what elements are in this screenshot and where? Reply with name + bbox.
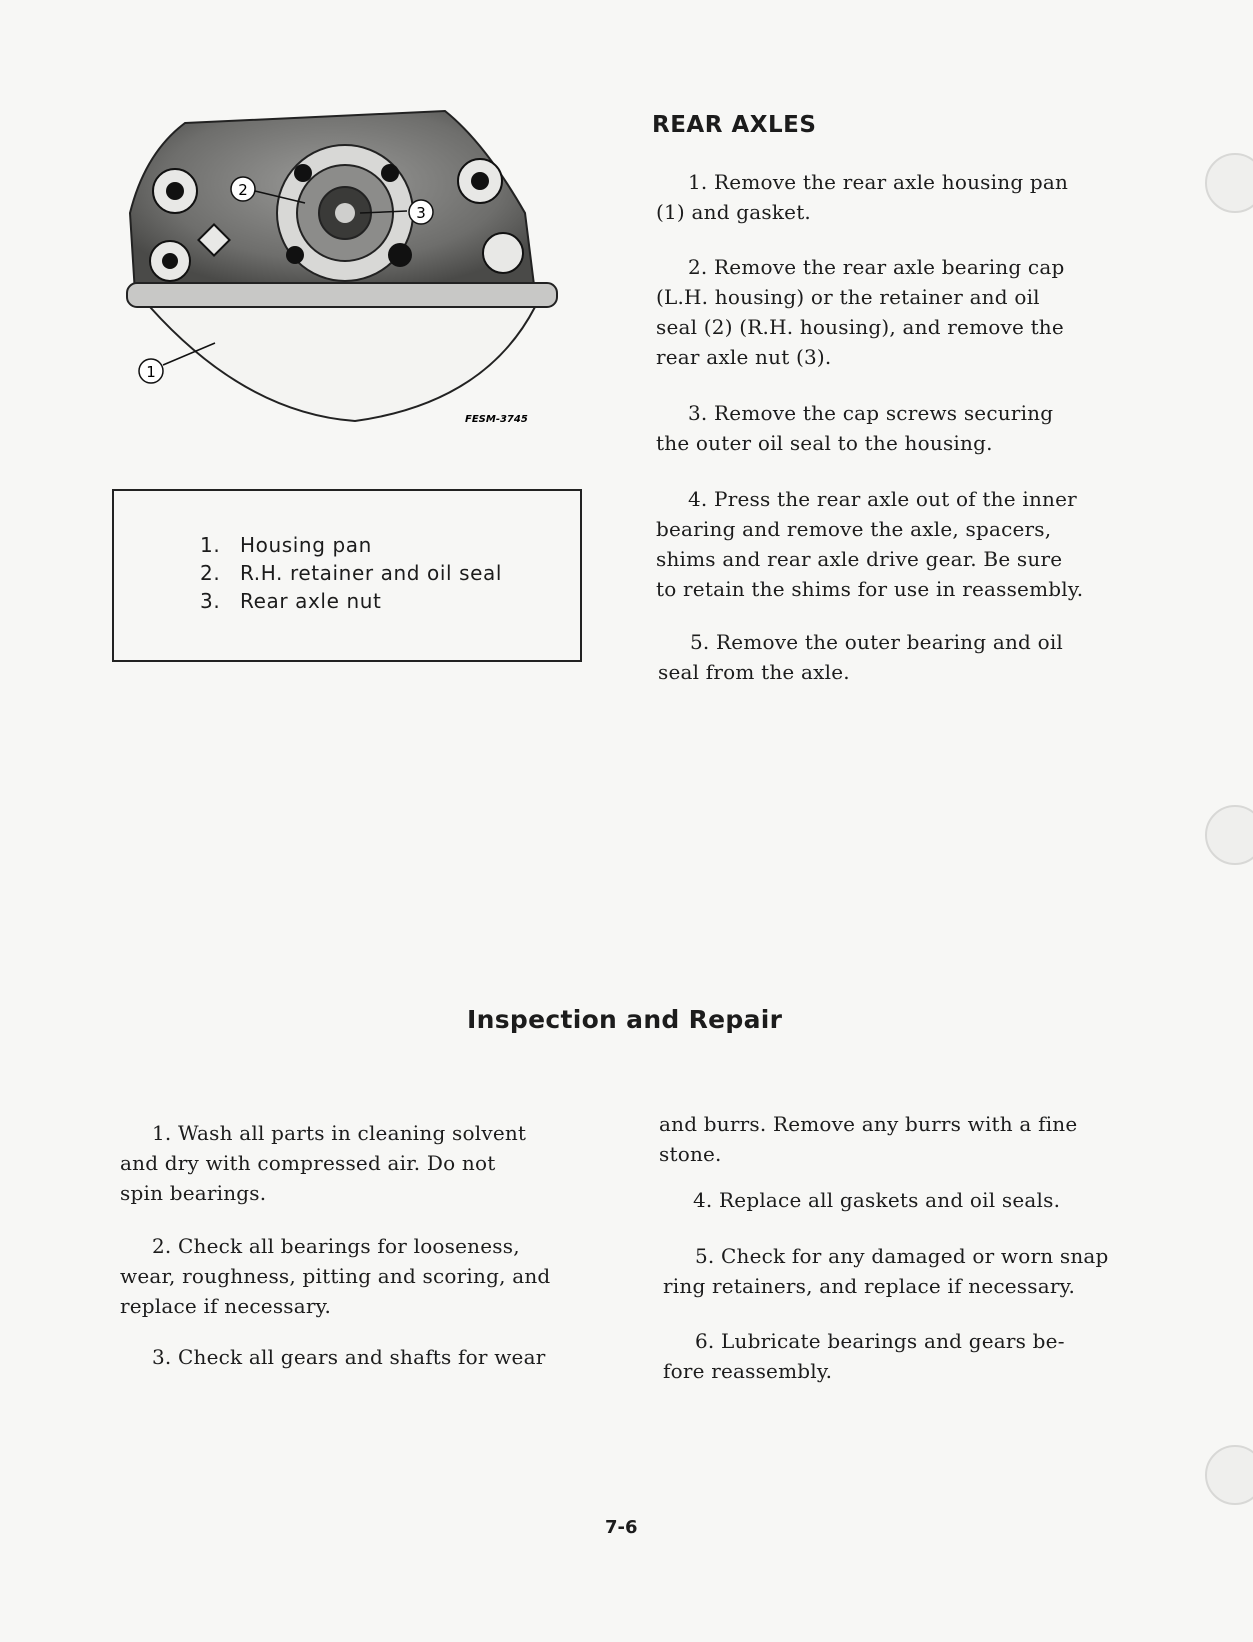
rear-axles-step-3: [656, 398, 1186, 458]
text-line: 2. Check all bearings for looseness,: [152, 1234, 520, 1258]
binder-hole: [1205, 1445, 1253, 1505]
inspection-heading: Inspection and Repair: [467, 1005, 783, 1034]
legend-item: [200, 561, 502, 585]
callout-1: [139, 359, 163, 383]
text-line: and dry with compressed air. Do not: [120, 1151, 496, 1175]
rear-axles-step-2: [656, 252, 1186, 372]
text-line: (L.H. housing) or the retainer and oil: [656, 285, 1040, 309]
text-line: wear, roughness, pitting and scoring, and: [120, 1264, 551, 1288]
legend-item: [200, 589, 381, 613]
legend-text: Rear axle nut: [240, 589, 382, 613]
rear-axles-heading: REAR AXLES: [652, 112, 817, 138]
inspection-step-3: [120, 1342, 610, 1372]
text-line: 1. Remove the rear axle housing pan: [688, 170, 1069, 194]
text-line: 4. Press the rear axle out of the inner: [688, 487, 1077, 511]
inspection-step-6: [663, 1326, 1183, 1386]
text-line: (1) and gasket.: [656, 200, 811, 224]
text-line: 2. Remove the rear axle bearing cap: [688, 255, 1065, 279]
text-line: 6. Lubricate bearings and gears be-: [695, 1329, 1065, 1353]
page-number: 7-6: [605, 1517, 638, 1538]
text-line: shims and rear axle drive gear. Be sure: [656, 547, 1063, 571]
text-line: stone.: [659, 1142, 722, 1166]
text-line: the outer oil seal to the housing.: [656, 431, 993, 455]
svg-text:1: 1: [146, 363, 156, 381]
rear-axles-step-1: [656, 167, 1176, 227]
text-line: 5. Remove the outer bearing and oil: [690, 630, 1064, 654]
legend-number: 2.: [200, 561, 221, 585]
callout-2: [231, 177, 255, 201]
inspection-step-4: [659, 1185, 1179, 1215]
binder-hole: [1205, 805, 1253, 865]
text-line: fore reassembly.: [663, 1359, 833, 1383]
text-line: bearing and remove the axle, spacers,: [656, 517, 1052, 541]
text-line: rear axle nut (3).: [656, 345, 832, 369]
axle-housing-figure: [125, 103, 575, 433]
legend-number: 1.: [200, 533, 221, 557]
rear-axles-step-4: [656, 484, 1196, 604]
legend-text: Housing pan: [240, 533, 372, 557]
axle-housing-illustration: [125, 103, 575, 433]
legend-number: 3.: [200, 589, 221, 613]
text-line: spin bearings.: [120, 1181, 267, 1205]
rear-axles-step-5: [658, 627, 1178, 687]
inspection-step-1: [120, 1118, 600, 1208]
figure-legend: [112, 489, 582, 662]
text-line: replace if necessary.: [120, 1294, 332, 1318]
text-line: 3. Check all gears and shafts for wear: [152, 1345, 546, 1369]
text-line: 1. Wash all parts in cleaning solvent: [152, 1121, 527, 1145]
inspection-step-2: [120, 1231, 610, 1321]
text-line: 3. Remove the cap screws securing: [688, 401, 1054, 425]
text-line: 4. Replace all gaskets and oil seals.: [693, 1188, 1061, 1212]
text-line: and burrs. Remove any burrs with a fine: [659, 1112, 1078, 1136]
text-line: seal (2) (R.H. housing), and remove the: [656, 315, 1064, 339]
text-line: to retain the shims for use in reassembly.: [656, 577, 1084, 601]
svg-text:3: 3: [416, 204, 426, 222]
svg-text:2: 2: [238, 181, 248, 199]
binder-hole: [1205, 153, 1253, 213]
callout-3: [409, 200, 433, 224]
figure-code: FESM-3745: [465, 414, 528, 425]
legend-item: [200, 533, 372, 557]
inspection-step-3-cont: [659, 1109, 1179, 1169]
legend-text: R.H. retainer and oil seal: [240, 561, 503, 585]
text-line: 5. Check for any damaged or worn snap: [695, 1244, 1109, 1268]
text-line: seal from the axle.: [658, 660, 850, 684]
text-line: ring retainers, and replace if necessary.: [663, 1274, 1076, 1298]
inspection-step-5: [663, 1241, 1203, 1301]
